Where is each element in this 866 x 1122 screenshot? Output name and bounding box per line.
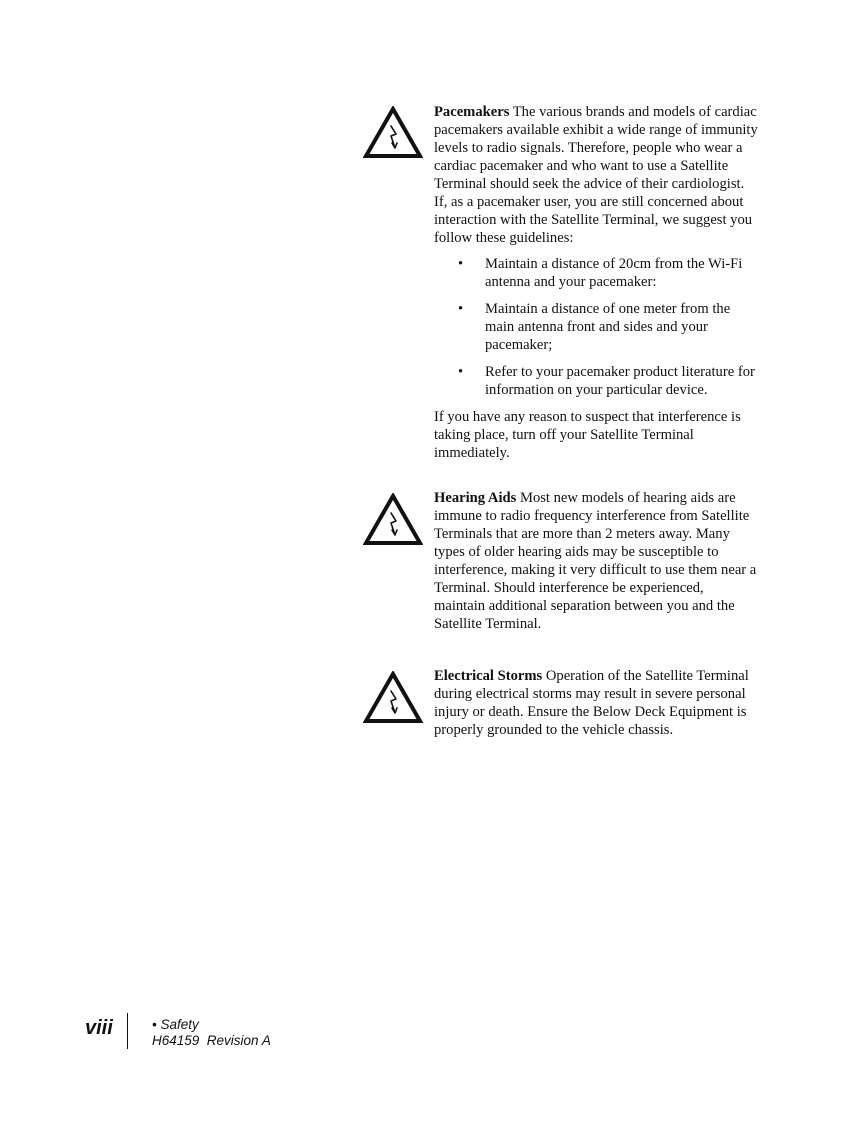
footer-section-label: • Safety: [152, 1017, 199, 1032]
list-item: • Maintain a distance of one meter from the main antenna front and sides and your pacemaker;: [458, 301, 731, 353]
electrical-storms-text: [434, 667, 758, 739]
electrical-storms-section: [363, 667, 759, 767]
bullet-icon: •: [458, 256, 464, 272]
footer-labels: [152, 1017, 271, 1049]
electrical-storms-heading: Electrical Storms: [434, 668, 543, 684]
high-voltage-warning-icon: [363, 106, 423, 158]
pacemakers-closing: If you have any reason to suspect that interference is taking place, turn off your Satellite Terminal immediately.: [434, 409, 741, 461]
pacemakers-text: [434, 103, 758, 462]
hearing-aids-heading: Hearing Aids: [434, 490, 517, 506]
pacemakers-intro-paragraph: [434, 103, 758, 247]
hearing-aids-section: [363, 489, 759, 639]
pacemaker-guidelines-list: [434, 255, 758, 399]
page-number: viii: [85, 1017, 113, 1039]
list-item: • Maintain a distance of 20cm from the Wi-Fi antenna and your pacemaker:: [458, 256, 743, 290]
bullet-icon: •: [458, 364, 464, 380]
bullet-icon: •: [458, 301, 464, 317]
hearing-aids-paragraph: [434, 489, 758, 633]
footer-divider: [127, 1013, 128, 1049]
pacemakers-section: [363, 103, 759, 483]
hearing-aids-body: Most new models of hearing aids are immune to radio frequency interference from Satellite Terminals that are more than 2 meters away. Many types of older hearing aids may be susceptible to interference, making it very difficult to use them near a Terminal. Should interference be experienced, maintain additional separation between you and the Satellite Terminal.: [434, 490, 757, 632]
electrical-storms-paragraph: [434, 667, 758, 739]
electrical-storms-body: Operation of the Satellite Terminal during electrical storms may result in severe personal injury or death. Ensure the Below Deck Equipment is properly grounded to the vehicle chassis.: [434, 668, 749, 738]
high-voltage-warning-icon: [363, 493, 423, 545]
hearing-aids-text: [434, 489, 758, 633]
footer-doc-id: H64159 Revision A: [152, 1033, 271, 1048]
pacemakers-intro: The various brands and models of cardiac pacemakers available exhibit a wide range of immunity levels to radio signals. Therefore, people who wear a cardiac pacemaker and who want to use a Satellite Terminal should seek the advice of their cardiologist. If, as a pacemaker user, you are still concerned about interaction with the Satellite Terminal, we suggest you follow these guidelines:: [434, 104, 758, 246]
pacemakers-heading: Pacemakers: [434, 104, 510, 120]
list-item: • Refer to your pacemaker product literature for information on your particular device.: [458, 364, 755, 398]
high-voltage-warning-icon: [363, 671, 423, 723]
